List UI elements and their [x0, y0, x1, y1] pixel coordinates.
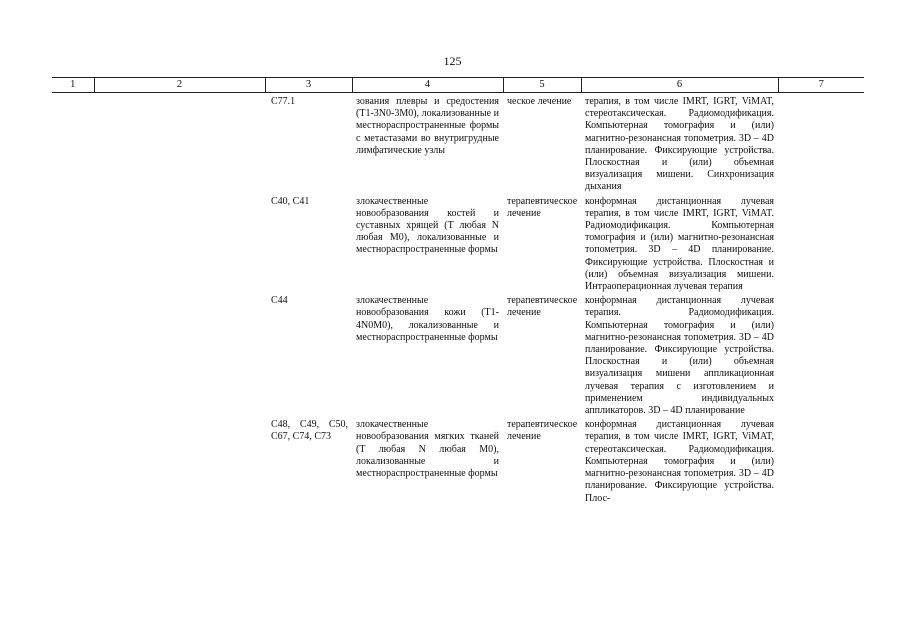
treatment-type-cell: ческое лечение	[507, 96, 572, 107]
icd-code-cell: C77.1	[271, 96, 296, 107]
column-header-6: 6	[581, 78, 778, 93]
method-cell: конформная дистанционная лучевая терапия, в том числе IMRT, IGRT, ViMAT, стереотаксическая. Радиомодификация. Компьютерная томография и (или) магнитно-резонансная топометрия. 3D – 4D планирование. Фиксирующие устройства. Плос-	[585, 419, 774, 504]
empty-cell	[52, 417, 94, 504]
icd-code-cell: C40, C41	[271, 195, 310, 207]
table-row	[52, 93, 864, 194]
empty-cell	[52, 93, 94, 194]
column-header-4: 4	[352, 78, 503, 93]
empty-cell	[778, 194, 864, 294]
empty-cell	[94, 417, 265, 504]
column-header-2: 2	[94, 78, 265, 93]
empty-cell	[52, 293, 94, 417]
method-cell: конформная дистанционная лучевая терапия, в том числе IMRT, IGRT, ViMAT. Радиомодификация. Компьютерная томография и (или) магнитно-резонансная топометрия. 3D – 4D планирование. Фиксирующие устройства. Плоскостная и (или) объемная визуализация мишени. Интраоперационная лучевая терапия	[585, 195, 774, 293]
diagnosis-cell: злокачественные новообразования кожи (T1-4N0M0), локализованные и местнораспространенные формы	[356, 295, 499, 343]
empty-cell	[94, 293, 265, 417]
treatment-table	[52, 77, 864, 505]
diagnosis-cell: зования плевры и средостения (T1-3N0-3M0), локализованные и местнораспространенные формы с метастазами во внутригрудные лимфатические узлы	[356, 96, 499, 156]
method-cell: терапия, в том числе IMRT, IGRT, ViMAT, стереотаксическая. Радиомодификация. Компьютерная томография и (или) магнитно-резонансная топометрия. 3D – 4D планирование. Фиксирующие устройства. Плоскостная и (или) объемная визуализация мишени. Синхронизация дыхания	[585, 96, 774, 193]
icd-code-cell: C48, C49, C50, C67, C74, C73	[271, 419, 348, 443]
column-header-7: 7	[778, 78, 864, 93]
empty-cell	[52, 194, 94, 294]
empty-cell	[94, 93, 265, 194]
method-cell: конформная дистанционная лучевая терапия. Радиомодификация. Компьютерная томография и (или) магнитно-резонансная топометрия. 3D – 4D планирование. Фиксирующие устройства. Плоскостная и (или) объемная визуализация мишени аппликационная лучевая терапия с изготовлением и применением индивидуальных аппликаторов. 3D – 4D планирование	[585, 295, 774, 417]
column-number-row	[52, 78, 864, 93]
treatment-type-cell: терапевтическое лечение	[507, 195, 578, 219]
empty-cell	[778, 417, 864, 504]
treatment-type-cell: терапевтическое лечение	[507, 419, 578, 443]
table-row	[52, 194, 864, 294]
diagnosis-cell: злокачественные новообразования мягких тканей (T любая N любая M0), локализованные и местнораспространенные формы	[356, 419, 499, 480]
empty-cell	[778, 93, 864, 194]
empty-cell	[94, 194, 265, 294]
column-header-1: 1	[52, 78, 94, 93]
diagnosis-cell: злокачественные новообразования костей и суставных хрящей (T любая N любая M0), локализованные и местнораспространенные формы	[356, 195, 499, 256]
column-header-5: 5	[503, 78, 581, 93]
empty-cell	[778, 293, 864, 417]
page-number: 125	[443, 54, 462, 68]
treatment-type-cell: терапевтическое лечение	[507, 295, 578, 319]
table-row	[52, 417, 864, 504]
icd-code-cell: C44	[271, 295, 288, 307]
table-row	[52, 293, 864, 417]
column-header-3: 3	[265, 78, 352, 93]
